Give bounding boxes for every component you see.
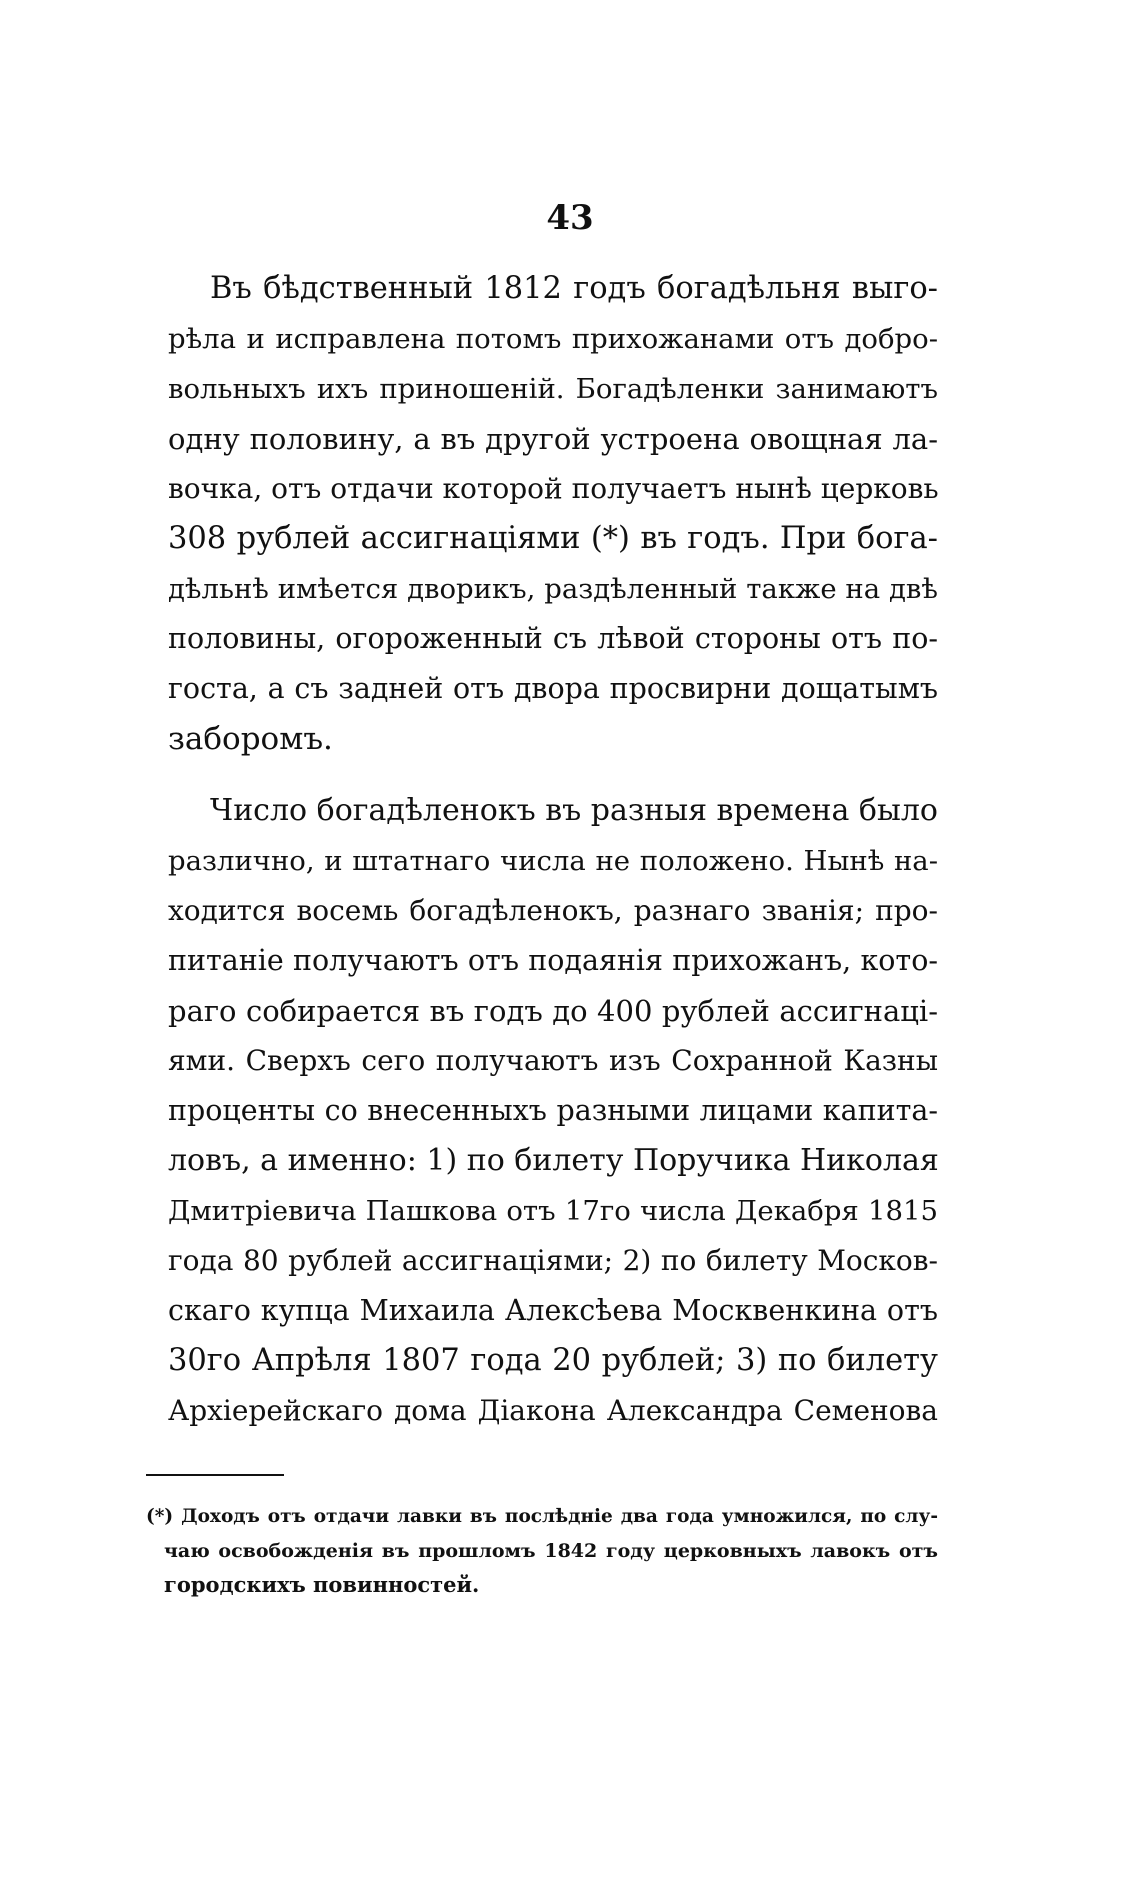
- paragraph-1: [168, 264, 938, 764]
- footnote-line: чаю освобожденія въ прошломъ 1842 году церковныхъ лавокъ отъ: [164, 1540, 938, 1562]
- footnote-divider: [146, 1474, 284, 1476]
- footnote-line: городскихъ повинностей.: [164, 1572, 480, 1597]
- text-line: вочка, отъ отдачи которой получаетъ нынѣ церковь: [168, 472, 939, 505]
- text-line: ходится восемь богадѣленокъ, разнаго званія; про-: [168, 894, 938, 927]
- text-line: различно, и штатнаго числа не положено. Нынѣ на-: [168, 845, 938, 877]
- text-line: вольныхъ ихъ приношеній. Богадѣленки занимаютъ: [168, 373, 938, 405]
- text-line: ями. Сверхъ сего получаютъ изъ Сохранной Казны: [168, 1044, 938, 1077]
- text-line: ловъ, а именно: 1) по билету Поручика Николая: [168, 1143, 939, 1178]
- text-line: заборомъ.: [168, 721, 333, 757]
- text-line: рѣла и исправлена потомъ прихожанами отъ добро-: [168, 323, 938, 355]
- text-line: одну половину, а въ другой устроена овощная ла-: [168, 422, 938, 456]
- text-line: года 80 рублей ассигнаціями; 2) по билету Москов-: [168, 1244, 938, 1277]
- page-number: 43: [546, 198, 594, 238]
- text-line: госта, а съ задней отъ двора просвирни дощатымъ: [168, 672, 938, 705]
- text-line: Дмитріевича Пашкова отъ 17го числа Декабря 1815: [168, 1195, 938, 1227]
- text-line: раго собирается въ годъ до 400 рублей ассигнаці-: [168, 994, 938, 1028]
- text-line: половины, огороженный съ лѣвой стороны отъ по-: [168, 622, 938, 655]
- text-line: проценты со внесенныхъ разными лицами капита-: [168, 1094, 938, 1127]
- text-line: 30го Апрѣля 1807 года 20 рублей; 3) по билету: [168, 1343, 938, 1378]
- paragraph-2: [168, 786, 938, 1436]
- text-line: скаго купца Михаила Алексѣева Москвенкина отъ: [168, 1294, 938, 1327]
- footnote: [146, 1500, 938, 1602]
- text-line: 308 рублей ассигнаціями (*) въ годъ. При бога-: [168, 521, 938, 556]
- text-line: Архіерейскаго дома Діакона Александра Семенова: [168, 1394, 938, 1427]
- text-line: питаніе получаютъ отъ подаянія прихожанъ, кото-: [168, 944, 938, 977]
- footnote-line: (*) Доходъ отъ отдачи лавки въ послѣдніе два года умножился, по слу-: [146, 1506, 938, 1527]
- text-line: Число богадѣленокъ въ разныя времена было: [210, 793, 938, 828]
- text-line: Въ бѣдственный 1812 годъ богадѣльня выго-: [210, 271, 938, 306]
- text-line: дѣльнѣ имѣется дворикъ, раздѣленный также на двѣ: [168, 573, 938, 605]
